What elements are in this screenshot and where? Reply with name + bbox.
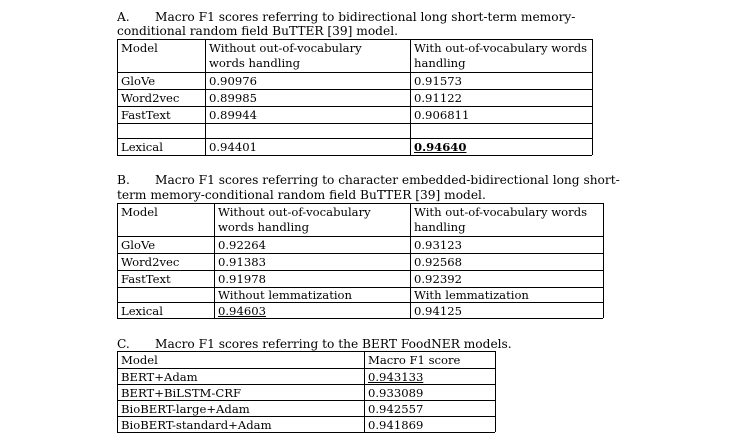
table-a-lexical-model: Lexical: [121, 140, 163, 154]
table-b-header-model: Model: [121, 205, 158, 219]
table-a-cell-without: 0.89944: [209, 108, 257, 122]
table-a-col-rule: [410, 39, 411, 155]
table-b-lexical-model: Lexical: [121, 304, 163, 318]
table-c-header-rule: [117, 368, 495, 369]
table-b-row-rule: [117, 287, 603, 288]
table-b-header-with-l2: handling: [414, 220, 466, 234]
table-c-cell-model: BERT+Adam: [121, 370, 198, 384]
table-b-row-rule: [117, 253, 603, 254]
table-a-cell-without: 0.90976: [209, 74, 257, 88]
table-b-bottom-rule: [117, 318, 603, 319]
table-b-col-rule: [117, 203, 118, 318]
table-c-col-rule: [117, 351, 118, 432]
table-a-letter: A.: [117, 10, 130, 24]
table-b-cell-with: 0.93123: [414, 238, 462, 252]
table-c-cell-score: 0.941869: [368, 418, 424, 432]
table-a-header-rule: [117, 72, 592, 73]
table-b-cell-with: 0.92392: [414, 272, 462, 286]
table-a-header-with-l2: handling: [414, 56, 466, 70]
table-b-cell-model: Word2vec: [121, 255, 180, 269]
table-b-cell-without: 0.91383: [218, 255, 266, 269]
table-b-letter: B.: [117, 173, 130, 187]
table-a-header-model: Model: [121, 41, 158, 55]
table-c-bottom-rule: [117, 432, 495, 433]
table-c-header-model: Model: [121, 353, 158, 367]
table-b-cell-without: 0.92264: [218, 238, 266, 252]
table-a-top-rule: [117, 39, 592, 40]
table-a-bottom-rule: [117, 155, 592, 156]
table-a-row-rule: [117, 89, 592, 90]
table-b-lemma-without: Without lemmatization: [218, 288, 353, 302]
table-b-cell-without: 0.91978: [218, 272, 266, 286]
table-c-row-rule: [117, 384, 495, 385]
table-c-caption: Macro F1 scores referring to the BERT FoodNER models.: [155, 337, 512, 351]
table-c-cell-score: 0.933089: [368, 386, 424, 400]
table-b-row-rule: [117, 270, 603, 271]
table-a-cell-model: Word2vec: [121, 91, 180, 105]
table-b-row-rule: [117, 302, 603, 303]
table-c-col-rule: [495, 351, 496, 432]
table-c-row-rule: [117, 416, 495, 417]
table-a-lexical-without: 0.94401: [209, 140, 257, 154]
table-a-cell-model: FastText: [121, 108, 171, 122]
table-c-row-rule: [117, 400, 495, 401]
table-b-top-rule: [117, 203, 603, 204]
table-a-caption-line2: conditional random field BuTTER [39] model.: [117, 24, 398, 38]
table-c-cell-model: BioBERT-large+Adam: [121, 402, 250, 416]
table-a-row-rule: [117, 106, 592, 107]
table-a-header-with-l1: With out-of-vocabulary words: [414, 41, 588, 55]
table-a-header-without-l1: Without out-of-vocabulary: [209, 41, 362, 55]
table-b-col-rule: [410, 203, 411, 318]
table-c-header-score: Macro F1 score: [368, 353, 461, 367]
table-c-cell-model: BioBERT-standard+Adam: [121, 418, 272, 432]
table-b-cell-model: FastText: [121, 272, 171, 286]
table-c-cell-score-best: 0.943133: [368, 370, 424, 384]
table-b-header-without-l2: words handling: [218, 220, 310, 234]
table-b-col-rule: [214, 203, 215, 318]
table-b-cell-model: GloVe: [121, 238, 156, 252]
table-a-col-rule: [117, 39, 118, 155]
table-a-caption-line1: Macro F1 scores referring to bidirectional long short-term memory-: [155, 10, 576, 24]
table-c-top-rule: [117, 351, 495, 352]
table-a-cell-without: 0.89985: [209, 91, 257, 105]
table-a-cell-model: GloVe: [121, 74, 156, 88]
table-c-letter: C.: [117, 337, 130, 351]
table-a-col-rule: [592, 39, 593, 155]
table-b-caption-line2: term memory-conditional random field BuTTER [39] model.: [117, 188, 486, 202]
table-b-header-without-l1: Without out-of-vocabulary: [218, 205, 371, 219]
table-a-cell-with: 0.906811: [414, 108, 470, 122]
table-c-cell-model: BERT+BiLSTM-CRF: [121, 386, 241, 400]
table-a-header-without-l2: words handling: [209, 56, 301, 70]
table-a-row-rule: [117, 138, 592, 139]
table-b-lexical-with: 0.94125: [414, 304, 462, 318]
table-a-lexical-with-best: 0.94640: [414, 140, 467, 154]
table-b-col-rule: [603, 203, 604, 318]
table-b-caption-line1: Macro F1 scores referring to character embedded-bidirectional long short-: [155, 173, 620, 187]
table-b-lemma-with: With lemmatization: [414, 288, 529, 302]
table-b-cell-with: 0.92568: [414, 255, 462, 269]
table-c-cell-score: 0.942557: [368, 402, 424, 416]
table-a-col-rule: [205, 39, 206, 155]
table-b-lexical-without-best: 0.94603: [218, 304, 266, 318]
table-a-cell-with: 0.91573: [414, 74, 462, 88]
table-a-cell-with: 0.91122: [414, 91, 462, 105]
table-c-col-rule: [364, 351, 365, 432]
table-b-header-with-l1: With out-of-vocabulary words: [414, 205, 588, 219]
table-a-row-rule: [117, 123, 592, 124]
table-b-header-rule: [117, 236, 603, 237]
